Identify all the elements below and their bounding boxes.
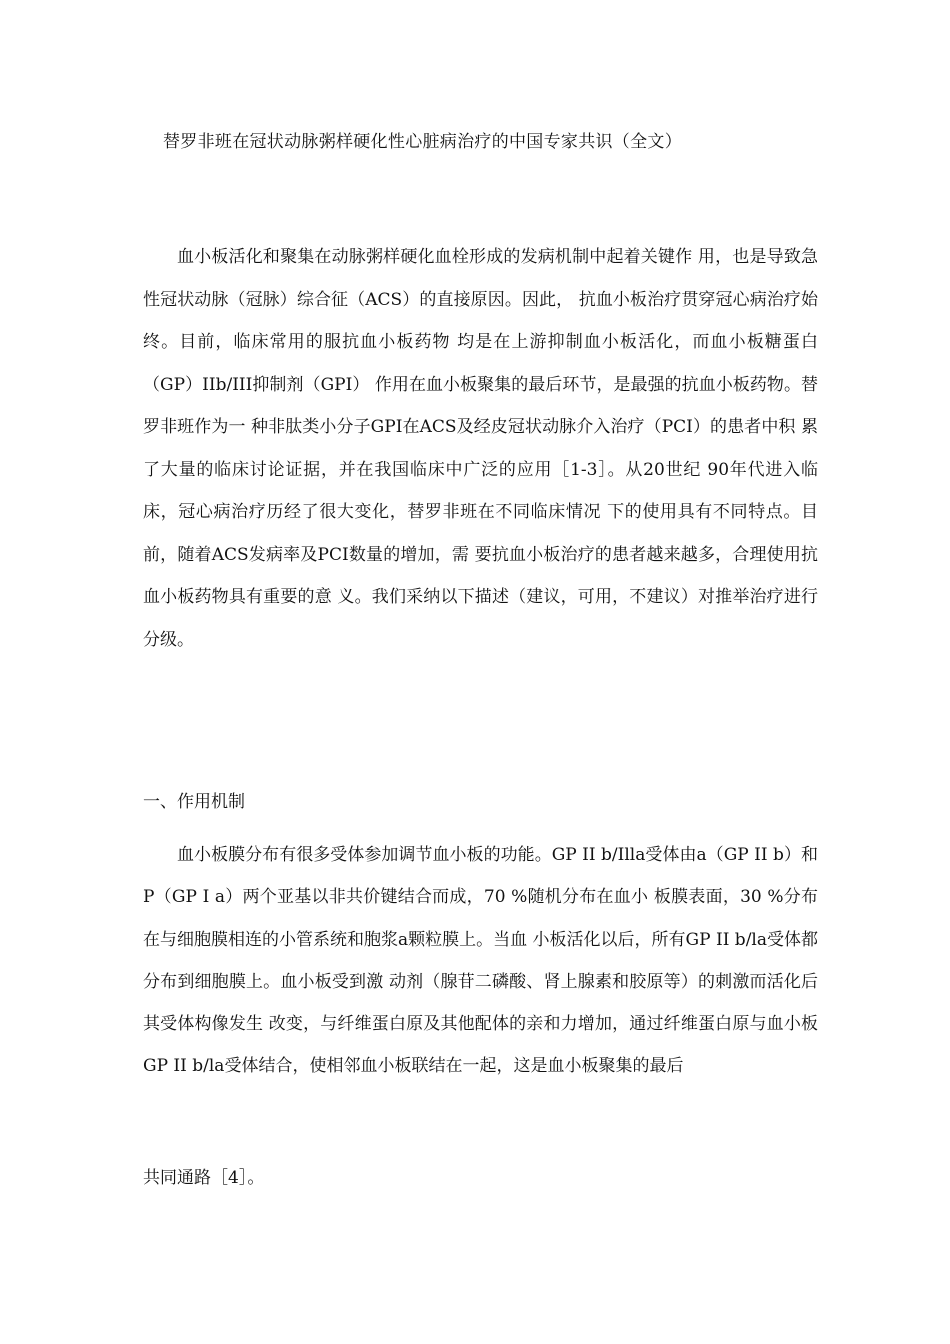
intro-paragraph: 血小板活化和聚集在动脉粥样硬化血栓形成的发病机制中起着关键作 用，也是导致急性冠状动脉（冠脉）综合征（ACS）的直接原因。因此， 抗血小板治疗贯穿冠心病治疗始终。目前，临床常用的服抗血小板药物 均是在上游抑制血小板活化，而血小板糖蛋白（GP）IIb/III抑制剂（GPI） 作用在血小板聚集的最后环节，是最强的抗血小板药物。替罗非班作为一 种非肽类小分子GPI在ACS及经皮冠状动脉介入治疗（PCI）的患者中积 累了大量的临床讨论证据，并在我国临床中广泛的应用［1-3］。从20世纪 90年代进入临床，冠心病治疗历经了很大变化，替罗非班在不同临床情况 下的使用具有不同特点。目前，随着ACS发病率及PCI数量的增加，需 要抗血小板治疗的患者越来越多，合理使用抗血小板药物具有重要的意 义。我们采纳以下描述（建议，可用，不建议）对推举治疗进行分级。 xyxy=(143,247,818,650)
mechanism-paragraph-tail: 共同通路［4］。 xyxy=(143,1168,265,1188)
mechanism-paragraph: 血小板膜分布有很多受体参加调节血小板的功能。GP II b/Illa受体由a（GP II b）和P（GP I a）两个亚基以非共价键结合而成，70 %随机分布在血小 板膜表面，30 %分布在与细胞膜相连的小管系统和胞浆a颗粒膜上。当血 小板活化以后，所有GP II b/la受体都分布到细胞膜上。血小板受到激 动剂（腺苷二磷酸、肾上腺素和胶原等）的刺激而活化后其受体构像发生 改变，与纤维蛋白原及其他配体的亲和力增加，通过纤维蛋白原与血小板 GP II b/la受体结合，使相邻血小板联结在一起，这是血小板聚集的最后 xyxy=(143,845,818,1077)
section-heading: 一、作用机制 xyxy=(143,792,245,812)
document-title: 替罗非班在冠状动脉粥样硬化性心脏病治疗的中国专家共识（全文） xyxy=(163,132,682,152)
